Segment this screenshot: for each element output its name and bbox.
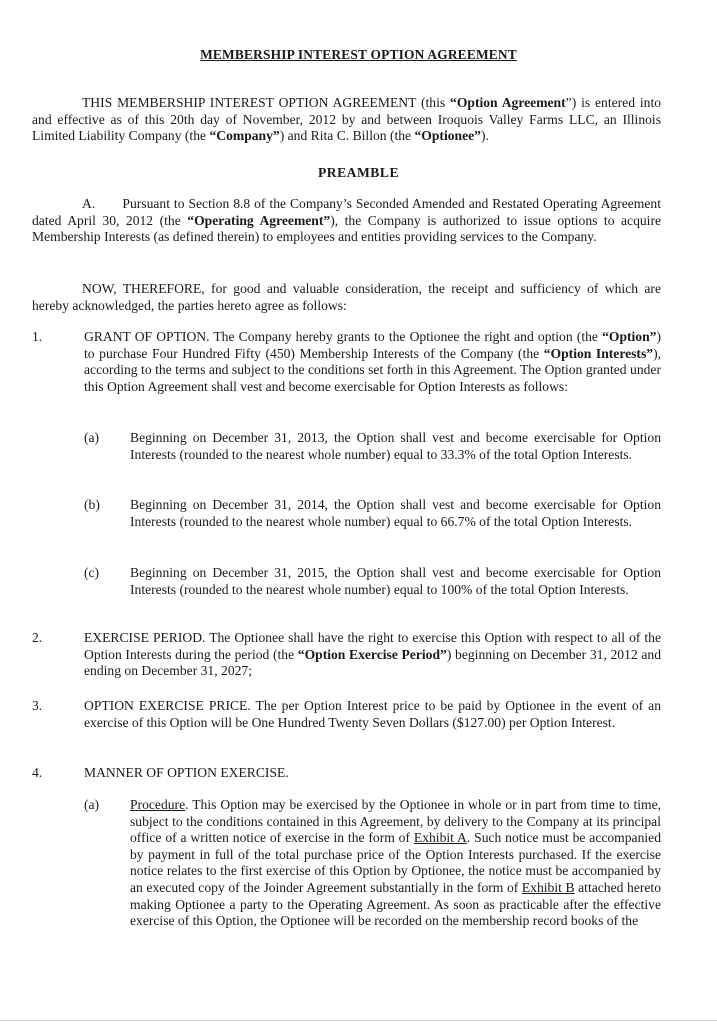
section-4-number: 4. — [32, 765, 43, 780]
section-3-text: OPTION EXERCISE PRICE. The per Option Interest price to be paid by Optionee in the event of an exercise of this Option will be One Hundred Twenty Seven Dollars ($127.00) per Option Interest. — [84, 698, 661, 730]
section-2-number: 2. — [32, 630, 43, 645]
section-3 — [32, 698, 661, 731]
section-4-item-a-label: (a) — [84, 797, 100, 812]
intro-defined-term-company: “Company” — [209, 128, 280, 144]
intro-defined-term-optionee: “Optionee” — [414, 128, 481, 144]
section-4 — [32, 765, 661, 782]
now-therefore-paragraph — [32, 281, 661, 314]
preamble-a-text-1: A. Pursuant to Section 8.8 of the Company’s Seconded Amended and Restated Operating Agreement dated April 30, 2012 (the — [32, 196, 661, 228]
section-1-text-1: GRANT OF OPTION. The Company hereby grants to the Optionee the right and option (the — [84, 329, 603, 344]
section-2-text-2: ) beginning on December 31, 2012 and ending on December 31, 2027; — [84, 646, 661, 679]
procedure-text-1: . This Option may be exercised by the Optionee in whole or in part from time to time, subject to the conditions contained in this Agreement, by delivery to the Company at its principal office of a written notice of exercise in the form of — [130, 797, 661, 846]
section-4-item-a — [84, 797, 661, 930]
procedure-text-3: attached hereto making Optionee a party to the Operating Agreement. As soon as practicable after the effective exercise of this Option, the Optionee will be recorded on the membership record books of the — [130, 879, 661, 929]
intro-defined-term-option-agreement: “Option Agreement — [450, 95, 566, 110]
exhibit-a-reference: Exhibit A — [413, 830, 467, 846]
section-1-number: 1. — [32, 329, 43, 344]
preamble-paragraph-a — [32, 196, 661, 246]
item-c-label: (c) — [84, 565, 100, 580]
procedure-heading: Procedure — [130, 797, 186, 812]
intro-text-2: ”) is entered into and effective as of this 20th day of November, 2012 by and between Iroquois Valley Farms LLC, an Illinois Limited Liability Company (the — [32, 95, 662, 144]
intro-text-4: ). — [480, 128, 489, 144]
exhibit-b-reference: Exhibit B — [521, 879, 575, 895]
preamble-defined-term-operating-agreement: “Operating Agreement” — [187, 212, 331, 228]
section-1-body — [84, 329, 661, 395]
preamble-a-text-2: ), the Company is authorized to issue options to acquire Membership Interests (as defined therein) to employees and entities providing services to the Company. — [32, 212, 662, 245]
section-1-item-a — [84, 430, 661, 463]
defined-term-option-interests: “Option Interests” — [543, 345, 654, 361]
section-2-text-1: EXERCISE PERIOD. The Optionee shall have the right to exercise this Option with respect to all of the Option Interests during the period (the — [84, 630, 661, 662]
section-1-text-3: ), according to the terms and subject to the conditions set forth in this Agreement. The Option granted under this Option Agreement shall vest and become exercisable for Option Interests as follows: — [84, 345, 661, 394]
defined-term-option: “Option” — [602, 329, 657, 344]
defined-term-option-exercise-period: “Option Exercise Period” — [297, 646, 447, 662]
page-bottom-edge — [0, 1020, 717, 1021]
item-a-text: Beginning on December 31, 2013, the Option shall vest and become exercisable for Option Interests (rounded to the nearest whole number) equal to 33.3% of the total Option Interests. — [130, 430, 661, 462]
item-b-label: (b) — [84, 497, 100, 512]
intro-text-3: ) and Rita C. Billon (the — [279, 128, 415, 144]
intro-text-1: THIS MEMBERSHIP INTEREST OPTION AGREEMENT (this — [82, 95, 451, 110]
section-1-item-c — [84, 565, 661, 598]
intro-paragraph — [32, 95, 661, 145]
item-c-text: Beginning on December 31, 2015, the Option shall vest and become exercisable for Option Interests (rounded to the nearest whole number) equal to 100% of the total Option Interests. — [130, 565, 661, 597]
procedure-text-2: . Such notice must be accompanied by payment in full of the total purchase price of the Option Interests purchased. If the exercise notice relates to the first exercise of this Option by Optionee, the notice must be accompanied by an executed copy of the Joinder Agreement substantially in the form of — [130, 830, 661, 895]
section-4-heading: MANNER OF OPTION EXERCISE. — [84, 765, 289, 780]
section-1-text-2: ) to purchase Four Hundred Fifty (450) Membership Interests of the Company (the — [84, 329, 661, 361]
section-2-body — [84, 630, 661, 680]
now-therefore-text: NOW, THEREFORE, for good and valuable consideration, the receipt and sufficiency of which are hereby acknowledged, the parties hereto agree as follows: — [32, 281, 661, 313]
section-1 — [32, 329, 661, 395]
section-1-item-b — [84, 497, 661, 530]
section-4-item-a-body — [130, 797, 661, 930]
item-b-text: Beginning on December 31, 2014, the Option shall vest and become exercisable for Option Interests (rounded to the nearest whole number) equal to 66.7% of the total Option Interests. — [130, 497, 661, 529]
section-2 — [32, 630, 661, 680]
item-a-label: (a) — [84, 430, 100, 445]
preamble-heading: PREAMBLE — [317, 165, 400, 180]
document-title: MEMBERSHIP INTEREST OPTION AGREEMENT — [200, 47, 517, 62]
section-3-number: 3. — [32, 698, 43, 713]
